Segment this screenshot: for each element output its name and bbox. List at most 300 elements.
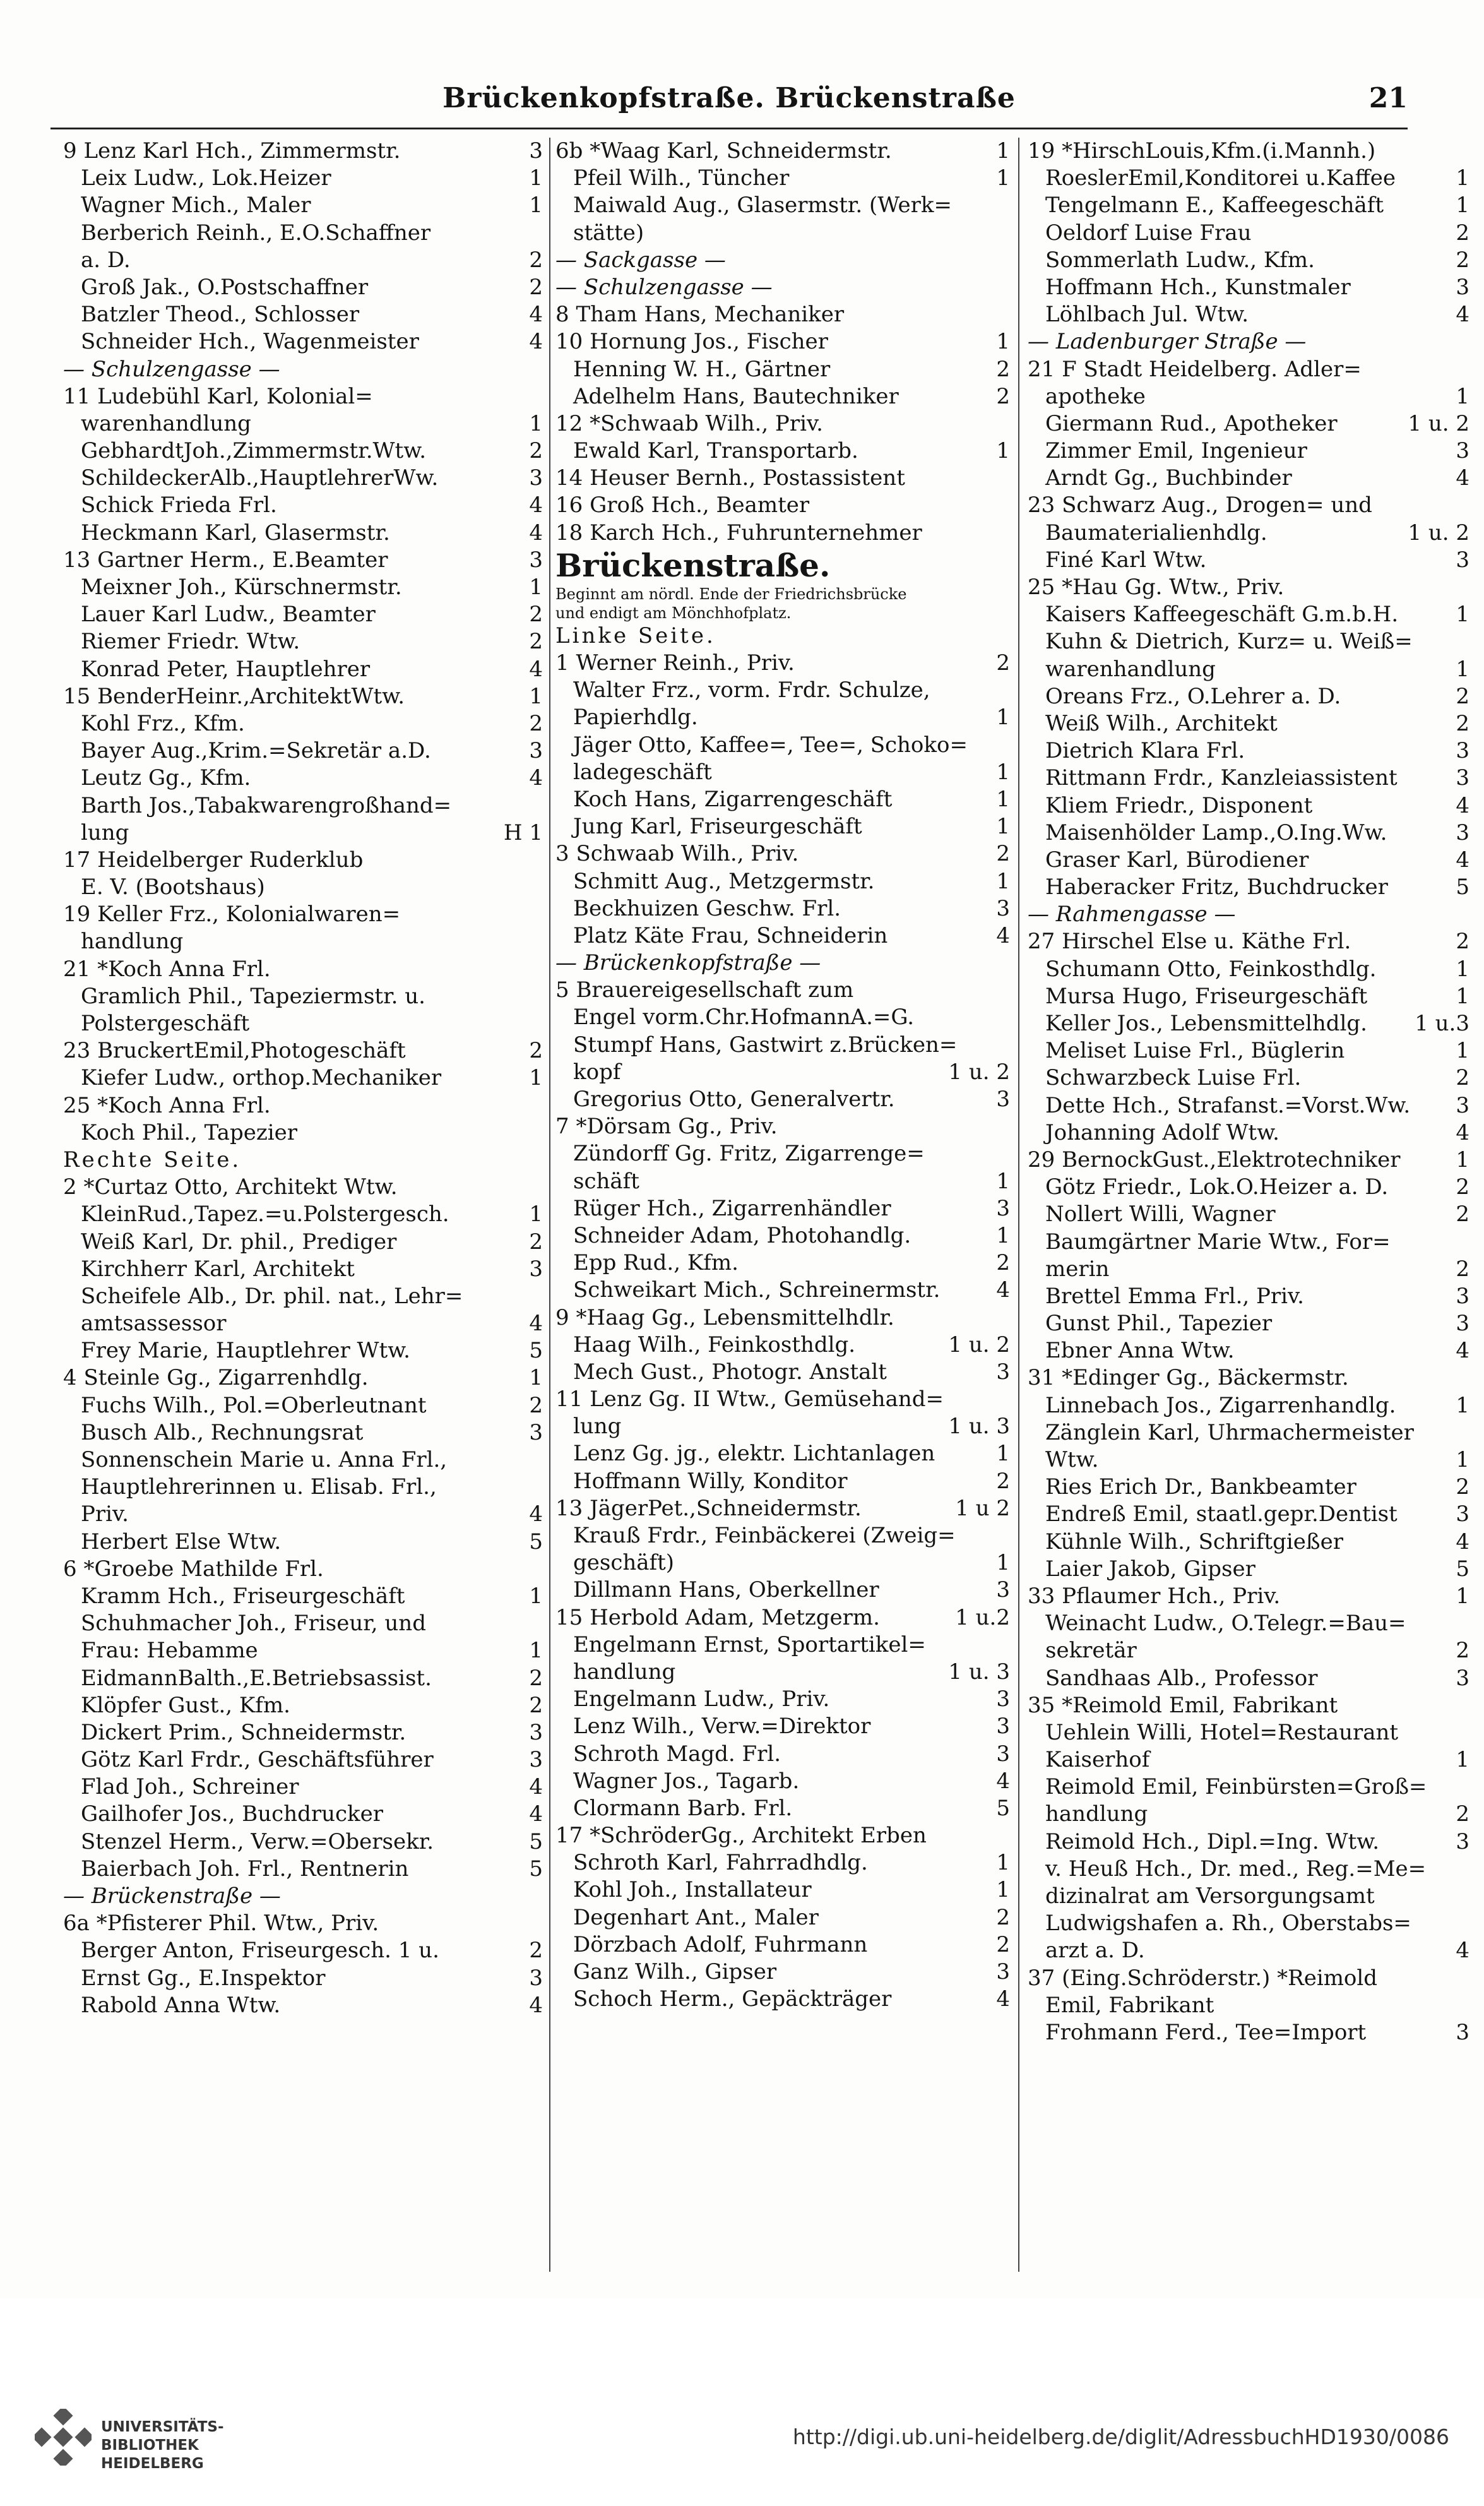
entry-text: Beginnt am nördl. Ende der Friedrichsbrücke — [555, 585, 907, 603]
directory-entry — [63, 492, 543, 519]
floor-number: 2 — [1456, 247, 1469, 273]
floor-number: 1 — [996, 814, 1010, 840]
entry-text: Heckmann Karl, Glasermstr. — [81, 520, 390, 546]
directory-entry — [1028, 1829, 1469, 1856]
directory-entry — [1028, 1310, 1469, 1337]
floor-number: 2 — [996, 383, 1010, 409]
entry-text: Arndt Gg., Buchbinder — [1045, 465, 1292, 491]
entry-text: Uehlein Willi, Hotel=Restaurant — [1045, 1719, 1399, 1745]
directory-entry — [555, 1768, 1010, 1795]
entry-text: Mech Gust., Photogr. Anstalt — [573, 1359, 887, 1385]
floor-number: 2 — [529, 1392, 543, 1418]
floor-number: 5 — [529, 1338, 543, 1364]
entry-text: Tengelmann E., Kaffeegeschäft — [1045, 193, 1384, 218]
directory-entry — [63, 465, 543, 492]
entry-text: 4 Steinle Gg., Zigarrenhdlg. — [63, 1365, 369, 1391]
entry-text: Rechte Seite. — [63, 1147, 242, 1172]
directory-entry — [555, 220, 1010, 247]
directory-entry — [63, 683, 543, 710]
floor-number: 1 — [996, 165, 1010, 191]
floor-number: 2 — [1456, 1174, 1469, 1200]
floor-number: 4 — [529, 492, 543, 518]
floor-number: 1 — [529, 1638, 543, 1664]
entry-text: Schweikart Mich., Schreinermstr. — [573, 1277, 941, 1303]
entry-text: EidmannBalth.,E.Betriebsassist. — [81, 1665, 432, 1691]
directory-entry — [555, 1904, 1010, 1931]
floor-number: 3 — [529, 465, 543, 491]
entry-text: Dillmann Hans, Oberkellner — [573, 1577, 879, 1603]
library-logo-icon — [35, 2409, 92, 2466]
entry-text: Rittmann Frdr., Kanzleiassistent — [1045, 765, 1398, 791]
entry-text: apotheke — [1045, 383, 1146, 409]
entry-text: Sandhaas Alb., Professor — [1045, 1665, 1318, 1691]
entry-text: Engelmann Ernst, Sportartikel= — [573, 1632, 926, 1657]
entry-text: Reimold Emil, Feinbürsten=Groß= — [1045, 1774, 1427, 1800]
entry-text: — Ladenburger Straße — — [1028, 329, 1307, 355]
entry-text: Pfeil Wilh., Tüncher — [573, 165, 790, 191]
entry-text: Baumgärtner Marie Wtw., For= — [1045, 1229, 1391, 1255]
directory-entry — [1028, 1419, 1469, 1447]
floor-number: 4 — [1456, 465, 1469, 491]
entry-text: Maiwald Aug., Glasermstr. (Werk= — [573, 193, 952, 218]
entry-text: Mursa Hugo, Friseurgeschäft — [1045, 983, 1368, 1009]
directory-entry — [1028, 301, 1469, 328]
directory-entry — [555, 677, 1010, 704]
entry-text: Hauptlehrerinnen u. Elisab. Frl., — [81, 1474, 437, 1500]
directory-entry — [1028, 1856, 1469, 1883]
floor-number: 3 — [1456, 738, 1469, 764]
directory-entry — [1028, 1610, 1469, 1637]
directory-entry — [63, 1065, 543, 1092]
directory-entry — [555, 1604, 1010, 1632]
directory-entry — [63, 820, 543, 847]
page-title: Brückenkopfstraße. Brückenstraße — [442, 82, 1016, 114]
floor-number: 1 — [1456, 1147, 1469, 1172]
floor-number: 1 u. 3 — [948, 1659, 1010, 1685]
directory-entry — [555, 895, 1010, 922]
entry-text: Kühnle Wilh., Schriftgießer — [1045, 1529, 1344, 1554]
floor-number: 2 — [1456, 710, 1469, 736]
floor-number: 1 — [529, 575, 543, 600]
directory-entry — [1028, 192, 1469, 219]
directory-entry — [1028, 1037, 1469, 1065]
entry-text: 17 *SchröderGg., Architekt Erben — [555, 1823, 927, 1849]
directory-entry — [63, 383, 543, 410]
floor-number: 3 — [996, 1087, 1010, 1112]
entry-text: Frohmann Ferd., Tee=Import — [1045, 2019, 1367, 2045]
directory-entry — [63, 1719, 543, 1746]
entry-text: Gramlich Phil., Tapeziermstr. u. — [81, 983, 425, 1009]
directory-entry — [555, 650, 1010, 677]
entry-text: Polstergeschäft — [81, 1011, 250, 1036]
entry-text: 23 Schwarz Aug., Drogen= und — [1028, 492, 1372, 518]
entry-text: Meixner Joh., Kürschnermstr. — [81, 575, 402, 600]
entry-text: Weiß Karl, Dr. phil., Prediger — [81, 1229, 397, 1255]
entry-text: lung — [573, 1414, 622, 1440]
entry-text: Schneider Hch., Wagenmeister — [81, 329, 419, 355]
entry-text: Zänglein Karl, Uhrmachermeister — [1045, 1419, 1414, 1445]
directory-entry — [555, 1986, 1010, 2013]
directory-entry — [1028, 1692, 1469, 1719]
floor-number: 2 — [529, 274, 543, 300]
entry-text: Hoffmann Willy, Konditor — [573, 1468, 848, 1494]
floor-number: 3 — [1456, 765, 1469, 791]
entry-text: Hoffmann Hch., Kunstmaler — [1045, 274, 1351, 300]
section-heading — [555, 585, 1010, 604]
floor-number: 2 — [1456, 683, 1469, 709]
entry-text: 35 *Reimold Emil, Fabrikant — [1028, 1692, 1338, 1718]
directory-entry — [1028, 356, 1469, 383]
directory-entry — [63, 165, 543, 192]
section-heading — [555, 604, 1010, 623]
entry-text: Lauer Karl Ludw., Beamter — [81, 602, 376, 628]
floor-number: 4 — [996, 1768, 1010, 1794]
entry-text: handlung — [573, 1659, 676, 1685]
column-divider — [1018, 138, 1019, 2272]
floor-number: 3 — [529, 1256, 543, 1282]
entry-text: Krauß Frdr., Feinbäckerei (Zweig= — [573, 1523, 956, 1548]
directory-entry — [555, 1741, 1010, 1768]
entry-text: Kaisers Kaffeegeschäft G.m.b.H. — [1045, 602, 1399, 628]
entry-text: Götz Friedr., Lok.O.Heizer a. D. — [1045, 1174, 1389, 1200]
entry-text: Schuhmacher Joh., Friseur, und — [81, 1611, 426, 1637]
floor-number: 4 — [1456, 1119, 1469, 1145]
floor-number: 5 — [996, 1795, 1010, 1821]
directory-entry — [1028, 1529, 1469, 1556]
entry-text: 6 *Groebe Mathilde Frl. — [63, 1556, 324, 1582]
entry-text: Degenhart Ant., Maler — [573, 1904, 819, 1930]
entry-text: Berberich Reinh., E.O.Schaffner — [81, 220, 431, 246]
entry-text: Finé Karl Wtw. — [1045, 547, 1207, 573]
directory-entry — [555, 786, 1010, 813]
entry-text: Kliem Friedr., Disponent — [1045, 792, 1313, 818]
entry-text: 15 Herbold Adam, Metzgerm. — [555, 1604, 880, 1630]
directory-entry — [1028, 274, 1469, 301]
floor-number: 4 — [529, 765, 543, 791]
entry-text: Ries Erich Dr., Bankbeamter — [1045, 1474, 1356, 1500]
entry-text: Dickert Prim., Schneidermstr. — [81, 1719, 407, 1745]
floor-number: 2 — [529, 629, 543, 655]
directory-entry — [555, 1113, 1010, 1140]
floor-number: 5 — [529, 1856, 543, 1882]
library-line: UNIVERSITÄTS- — [101, 2419, 224, 2435]
section-heading — [555, 623, 1010, 650]
floor-number: 1 — [1456, 1747, 1469, 1773]
entry-text: Baierbach Joh. Frl., Rentnerin — [81, 1856, 409, 1882]
floor-number: 1 — [996, 1877, 1010, 1903]
directory-entry — [555, 1032, 1010, 1059]
floor-number: 2 — [529, 1038, 543, 1064]
entry-text: Schneider Adam, Photohandlg. — [573, 1222, 911, 1248]
entry-text: Fuchs Wilh., Pol.=Oberleutnant — [81, 1392, 427, 1418]
floor-number: 4 — [1456, 1338, 1469, 1364]
directory-entry — [1028, 1174, 1469, 1201]
directory-entry — [1028, 574, 1469, 601]
directory-entry — [63, 547, 543, 574]
entry-text: 19 *HirschLouis,Kfm.(i.Mannh.) — [1028, 138, 1376, 164]
directory-entry — [1028, 683, 1469, 710]
entry-text: Meliset Luise Frl., Büglerin — [1045, 1038, 1345, 1064]
directory-entry — [1028, 1256, 1469, 1283]
entry-text: — Schulzengasse — — [555, 274, 773, 300]
directory-entry — [555, 1549, 1010, 1577]
directory-entry — [63, 1583, 543, 1610]
entry-text: Riemer Friedr. Wtw. — [81, 629, 300, 655]
entry-text: 9 *Haag Gg., Lebensmittelhdlr. — [555, 1304, 894, 1330]
directory-entry — [63, 1283, 543, 1310]
floor-number: 3 — [1456, 274, 1469, 300]
entry-text: Löhlbach Jul. Wtw. — [1045, 302, 1249, 328]
directory-entry — [555, 465, 1010, 492]
entry-text: Oreans Frz., O.Lehrer a. D. — [1045, 683, 1341, 709]
entry-text: Wagner Jos., Tagarb. — [573, 1768, 800, 1794]
entry-text: amtsassessor — [81, 1311, 227, 1337]
entry-text: Flad Joh., Schreiner — [81, 1774, 299, 1800]
entry-text: arzt a. D. — [1045, 1938, 1145, 1964]
directory-entry — [63, 274, 543, 301]
directory-entry — [555, 840, 1010, 868]
directory-entry — [555, 704, 1010, 731]
entry-text: Götz Karl Frdr., Geschäftsführer — [81, 1747, 434, 1773]
directory-entry — [555, 1822, 1010, 1849]
directory-entry — [555, 383, 1010, 410]
entry-text: Engel vorm.Chr.HofmannA.=G. — [573, 1005, 915, 1030]
floor-number: 2 — [529, 1229, 543, 1255]
floor-number: 4 — [529, 1774, 543, 1800]
entry-text: Lenz Gg. jg., elektr. Lichtanlagen — [573, 1441, 935, 1467]
directory-entry — [1028, 1910, 1469, 1937]
floor-number: 1 u. 2 — [948, 1059, 1010, 1085]
floor-number: 1 — [529, 410, 543, 436]
entry-text: 15 BenderHeinr.,ArchitektWtw. — [63, 683, 405, 709]
section-heading — [1028, 901, 1469, 928]
entry-text: Sonnenschein Marie u. Anna Frl., — [81, 1447, 448, 1472]
entry-text: 25 *Hau Gg. Wtw., Priv. — [1028, 575, 1285, 600]
floor-number: 4 — [529, 1501, 543, 1527]
entry-text: Linke Seite. — [555, 623, 716, 648]
directory-entry — [63, 1447, 543, 1474]
floor-number: 1 — [1456, 983, 1469, 1009]
directory-entry — [1028, 1065, 1469, 1092]
directory-entry — [1028, 1474, 1469, 1501]
floor-number: 3 — [996, 1359, 1010, 1385]
source-url[interactable]: http://digi.ub.uni-heidelberg.de/diglit/AdressbuchHD1930/0086 — [792, 2425, 1449, 2449]
floor-number: 4 — [1456, 1938, 1469, 1964]
entry-text: Schwarzbeck Luise Frl. — [1045, 1065, 1302, 1091]
entry-text: Priv. — [81, 1501, 129, 1527]
directory-entry — [1028, 1583, 1469, 1610]
directory-entry — [1028, 792, 1469, 820]
directory-entry — [555, 301, 1010, 328]
entry-text: Dietrich Klara Frl. — [1045, 738, 1245, 764]
entry-text: Brettel Emma Frl., Priv. — [1045, 1283, 1304, 1309]
directory-entry — [555, 1877, 1010, 1904]
directory-entry — [1028, 1992, 1469, 2019]
floor-number: 1 — [996, 138, 1010, 164]
directory-entry — [63, 1392, 543, 1419]
entry-text: SchildeckerAlb.,HauptlehrerWw. — [81, 465, 439, 491]
entry-text: Ganz Wilh., Gipser — [573, 1959, 777, 1984]
floor-number: 1 — [1456, 383, 1469, 409]
entry-text: Reimold Hch., Dipl.=Ing. Wtw. — [1045, 1829, 1380, 1854]
entry-text: Batzler Theod., Schlosser — [81, 302, 360, 328]
floor-number: 4 — [529, 656, 543, 682]
directory-entry — [63, 1174, 543, 1201]
directory-entry — [555, 759, 1010, 786]
entry-text: 31 *Edinger Gg., Bäckermstr. — [1028, 1365, 1349, 1391]
entry-text: Wtw. — [1045, 1447, 1099, 1472]
floor-number: 1 — [529, 1202, 543, 1227]
floor-number: 3 — [996, 1714, 1010, 1739]
floor-number: 3 — [529, 1747, 543, 1773]
entry-text: 6b *Waag Karl, Schneidermstr. — [555, 138, 892, 164]
directory-entry — [63, 1637, 543, 1664]
floor-number: 1 — [996, 786, 1010, 812]
directory-entry — [555, 732, 1010, 759]
entry-text: Schroth Magd. Frl. — [573, 1741, 781, 1767]
library-name — [101, 2418, 224, 2473]
directory-entry — [1028, 138, 1469, 165]
directory-entry — [1028, 820, 1469, 847]
directory-entry — [555, 1795, 1010, 1822]
directory-entry — [1028, 765, 1469, 792]
entry-text: 18 Karch Hch., Fuhrunternehmer — [555, 520, 922, 546]
directory-entry — [63, 1364, 543, 1392]
floor-number: 1 — [1456, 165, 1469, 191]
directory-entry — [63, 410, 543, 438]
entry-text: 3 Schwaab Wilh., Priv. — [555, 841, 799, 867]
section-heading — [63, 1147, 543, 1174]
floor-number: 2 — [529, 247, 543, 273]
floor-number: 2 — [996, 650, 1010, 676]
entry-text: Haag Wilh., Feinkosthdlg. — [573, 1332, 856, 1357]
entry-text: 7 *Dörsam Gg., Priv. — [555, 1114, 778, 1140]
entry-text: 11 Lenz Gg. II Wtw., Gemüsehand= — [555, 1387, 944, 1412]
column-right — [1028, 138, 1469, 2272]
directory-entry — [63, 1037, 543, 1065]
directory-entry — [63, 1746, 543, 1774]
entry-text: Gunst Phil., Tapezier — [1045, 1311, 1273, 1337]
entry-text: Oeldorf Luise Frau — [1045, 220, 1252, 246]
entry-text: 8 Tham Hans, Mechaniker — [555, 302, 845, 328]
entry-text: Graser Karl, Bürodiener — [1045, 847, 1309, 873]
directory-entry — [63, 1856, 543, 1883]
directory-entry — [1028, 656, 1469, 683]
directory-entry — [63, 220, 543, 247]
directory-entry — [555, 192, 1010, 219]
entry-text: 21 F Stadt Heidelberg. Adler= — [1028, 356, 1362, 382]
entry-text: Scheifele Alb., Dr. phil. nat., Lehr= — [81, 1283, 463, 1309]
directory-entry — [555, 520, 1010, 547]
floor-number: 1 — [996, 1222, 1010, 1248]
directory-columns — [50, 138, 1469, 2272]
floor-number: 4 — [996, 1277, 1010, 1303]
directory-entry — [63, 1119, 543, 1147]
directory-entry — [1028, 1883, 1469, 1910]
directory-entry — [555, 1195, 1010, 1222]
page-header — [50, 71, 1408, 129]
directory-entry — [1028, 928, 1469, 955]
entry-text: Dette Hch., Strafanst.=Vorst.Ww. — [1045, 1092, 1411, 1118]
directory-entry — [1028, 628, 1469, 655]
entry-text: Emil, Fabrikant — [1045, 1992, 1214, 2018]
directory-entry — [555, 1086, 1010, 1113]
floor-number: 1 u.3 — [1415, 1011, 1469, 1036]
floor-number: 2 — [996, 841, 1010, 867]
floor-number: 3 — [1456, 1829, 1469, 1854]
entry-text: — Sackgasse — — [555, 247, 726, 273]
floor-number: 1 — [529, 1065, 543, 1091]
entry-text: Stenzel Herm., Verw.=Obersekr. — [81, 1829, 434, 1854]
directory-entry — [555, 1168, 1010, 1195]
directory-entry — [555, 1004, 1010, 1031]
directory-entry — [555, 868, 1010, 895]
directory-entry — [555, 1849, 1010, 1877]
directory-entry — [63, 192, 543, 219]
floor-number: 4 — [1456, 792, 1469, 818]
floor-number: 4 — [996, 922, 1010, 948]
entry-text: 19 Keller Frz., Kolonialwaren= — [63, 902, 401, 928]
directory-entry — [555, 438, 1010, 465]
entry-text: Platz Käte Frau, Schneiderin — [573, 922, 888, 948]
directory-entry — [555, 1468, 1010, 1495]
floor-number: 2 — [1456, 1256, 1469, 1282]
directory-entry — [555, 1931, 1010, 1959]
directory-entry — [555, 138, 1010, 165]
floor-number: H 1 — [503, 820, 543, 845]
directory-entry — [555, 1495, 1010, 1522]
floor-number: 4 — [529, 1992, 543, 2018]
directory-entry — [1028, 1665, 1469, 1692]
directory-entry — [63, 1092, 543, 1119]
floor-number: 3 — [1456, 438, 1469, 464]
floor-number: 1 — [996, 868, 1010, 894]
directory-entry — [63, 438, 543, 465]
floor-number: 1 — [529, 193, 543, 218]
column-left — [63, 138, 543, 2272]
entry-text: Papierhdlg. — [573, 705, 698, 731]
entry-text: 5 Brauereigesellschaft zum — [555, 977, 854, 1003]
floor-number: 1 — [529, 683, 543, 709]
floor-number: 3 — [996, 1577, 1010, 1603]
section-heading — [555, 950, 1010, 977]
floor-number: 4 — [1456, 302, 1469, 328]
floor-number: 2 — [529, 1665, 543, 1691]
entry-text: Schoch Herm., Gepäckträger — [573, 1986, 892, 2012]
floor-number: 1 — [1456, 602, 1469, 628]
section-heading — [555, 547, 1010, 585]
entry-text: Schumann Otto, Feinkosthdlg. — [1045, 956, 1377, 982]
entry-text: a. D. — [81, 247, 131, 273]
floor-number: 4 — [529, 520, 543, 546]
floor-number: 2 — [1456, 929, 1469, 955]
floor-number: 4 — [529, 302, 543, 328]
entry-text: Johanning Adolf Wtw. — [1045, 1119, 1279, 1145]
entry-text: Nollert Willi, Wagner — [1045, 1202, 1276, 1227]
directory-entry — [63, 601, 543, 628]
entry-text: Laier Jakob, Gipser — [1045, 1556, 1255, 1582]
directory-entry — [555, 1959, 1010, 1986]
directory-entry — [63, 1556, 543, 1583]
directory-entry — [63, 1201, 543, 1228]
entry-text: und endigt am Mönchhofplatz. — [555, 604, 792, 622]
directory-entry — [1028, 1147, 1469, 1174]
directory-entry — [1028, 847, 1469, 874]
directory-entry — [1028, 1965, 1469, 1992]
directory-entry — [1028, 1774, 1469, 1801]
entry-text: RoeslerEmil,Konditorei u.Kaffee — [1045, 165, 1396, 191]
entry-text: GebhardtJoh.,Zimmermstr.Wtw. — [81, 438, 427, 464]
